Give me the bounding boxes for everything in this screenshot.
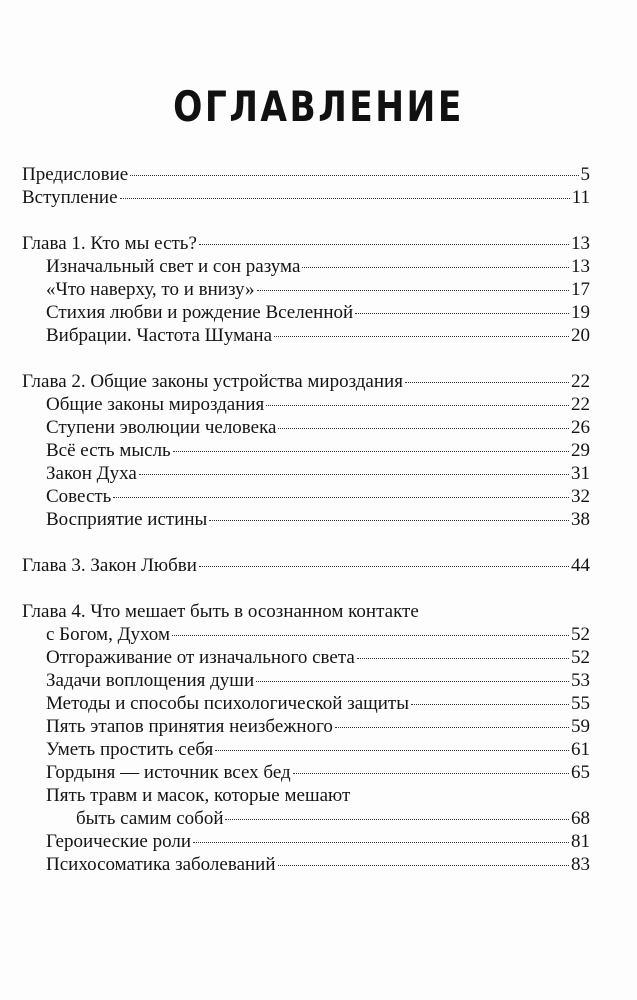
dot-leader	[278, 428, 569, 429]
dot-leader	[257, 290, 569, 291]
toc-entry-page-number: 20	[571, 325, 590, 346]
toc-entry-title: Героические роли	[46, 831, 192, 852]
dot-leader	[199, 566, 569, 567]
toc-entry-title: Изначальный свет и сон разума	[46, 256, 301, 277]
toc-entry-page-number: 19	[571, 302, 590, 323]
dot-leader	[355, 313, 569, 314]
toc-entry-title: Глава 1. Кто мы есть?	[22, 233, 197, 254]
toc-entry-title: Гордыня — источник всех бед	[46, 762, 291, 783]
toc-entry-page-number: 52	[571, 624, 590, 645]
dot-leader	[293, 773, 569, 774]
toc-entry[interactable]	[22, 462, 590, 485]
toc-entry-title: Вибрации. Частота Шумана	[46, 325, 273, 346]
toc-entry[interactable]	[22, 439, 590, 462]
toc-entry[interactable]	[22, 485, 590, 508]
toc-entry[interactable]	[22, 232, 590, 255]
section-gap	[22, 577, 590, 600]
dot-leader	[274, 336, 569, 337]
dot-leader	[120, 198, 570, 199]
toc-entry[interactable]	[22, 255, 590, 278]
toc-entry[interactable]	[22, 416, 590, 439]
page-title: ОГЛАВЛЕНИЕ	[173, 82, 464, 131]
section-gap	[22, 209, 590, 232]
dot-leader	[266, 405, 569, 406]
toc-entry[interactable]	[22, 623, 590, 646]
toc-entry-title: Стихия любви и рождение Вселенной	[46, 302, 354, 323]
toc-entry-title: Уметь простить себя	[46, 739, 214, 760]
toc-entry-page-number: 68	[571, 808, 590, 829]
toc-entry[interactable]	[22, 600, 590, 623]
toc-entry-page-number: 26	[571, 417, 590, 438]
dot-leader	[335, 727, 569, 728]
toc-entry-title: быть самим собой	[76, 808, 224, 829]
toc-entry-page-number: 55	[571, 693, 590, 714]
toc-entry[interactable]	[22, 301, 590, 324]
dot-leader	[113, 497, 569, 498]
toc-entry-title: Пять травм и масок, которые мешают	[46, 785, 351, 806]
toc-entry-page-number: 11	[571, 187, 590, 208]
toc-entry-title: Совесть	[46, 486, 112, 507]
toc-entry-title: Методы и способы психологической защиты	[46, 693, 409, 714]
toc-entry-title: Всё есть мысль	[46, 440, 171, 461]
section-gap	[22, 531, 590, 554]
toc-entry-title: Закон Духа	[46, 463, 137, 484]
toc-entry-title: Ступени эволюции человека	[46, 417, 277, 438]
dot-leader	[139, 474, 569, 475]
toc-entry-page-number: 81	[571, 831, 590, 852]
toc-entry[interactable]	[22, 784, 590, 807]
toc-entry[interactable]	[22, 508, 590, 531]
dot-leader	[130, 175, 578, 176]
toc-entry-page-number: 32	[571, 486, 590, 507]
dot-leader	[173, 451, 569, 452]
dot-leader	[172, 635, 569, 636]
toc-entry-title: Отгораживание от изначального света	[46, 647, 355, 668]
dot-leader	[209, 520, 569, 521]
toc-entry-page-number: 22	[571, 371, 590, 392]
toc-entry-page-number: 13	[571, 256, 590, 277]
toc-entry-page-number: 44	[571, 555, 590, 576]
toc-entry-page-number: 17	[571, 279, 590, 300]
dot-leader	[357, 658, 569, 659]
toc-entry-title: Глава 2. Общие законы устройства мироздания	[22, 371, 403, 392]
toc-entry[interactable]	[22, 669, 590, 692]
toc-entry-page-number: 5	[580, 164, 590, 185]
toc-entry-page-number: 53	[571, 670, 590, 691]
toc-entry[interactable]	[22, 186, 590, 209]
toc-entry[interactable]	[22, 738, 590, 761]
toc-entry-page-number: 65	[571, 762, 590, 783]
toc-entry[interactable]	[22, 163, 590, 186]
dot-leader	[225, 819, 569, 820]
dot-leader	[278, 865, 569, 866]
toc-entry-page-number: 13	[571, 233, 590, 254]
dot-leader	[199, 244, 569, 245]
toc-entry[interactable]	[22, 761, 590, 784]
toc-entry[interactable]	[22, 807, 590, 830]
toc-entry-title: Предисловие	[22, 164, 129, 185]
dot-leader	[256, 681, 569, 682]
toc-entry[interactable]	[22, 554, 590, 577]
toc-entry-title: Задачи воплощения души	[46, 670, 255, 691]
toc-entry-page-number: 52	[571, 647, 590, 668]
toc-entry-title: «Что наверху, то и внизу»	[46, 279, 255, 300]
toc-entry[interactable]	[22, 278, 590, 301]
dot-leader	[411, 704, 569, 705]
toc-entry[interactable]	[22, 715, 590, 738]
toc-entry-page-number: 38	[571, 509, 590, 530]
toc-entry-title: с Богом, Духом	[46, 624, 170, 645]
section-gap	[22, 347, 590, 370]
toc-entry-page-number: 83	[571, 854, 590, 875]
toc-entry-title: Глава 3. Закон Любви	[22, 555, 197, 576]
dot-leader	[302, 267, 569, 268]
toc-entry-title: Вступление	[22, 187, 118, 208]
toc-entry-page-number: 59	[571, 716, 590, 737]
toc-entry-title: Пять этапов принятия неизбежного	[46, 716, 333, 737]
toc-entry[interactable]	[22, 646, 590, 669]
toc-entry[interactable]	[22, 830, 590, 853]
toc-entry[interactable]	[22, 853, 590, 876]
toc-entry[interactable]	[22, 370, 590, 393]
toc-entry[interactable]	[22, 692, 590, 715]
toc-entry-page-number: 29	[571, 440, 590, 461]
toc-entry-page-number: 22	[571, 394, 590, 415]
toc-entry-title: Восприятие истины	[46, 509, 208, 530]
dot-leader	[405, 382, 569, 383]
toc-entry-page-number: 31	[571, 463, 590, 484]
dot-leader	[193, 842, 569, 843]
toc-entry-page-number: 61	[571, 739, 590, 760]
dot-leader	[215, 750, 569, 751]
toc-entry-title: Общие законы мироздания	[46, 394, 265, 415]
table-of-contents	[22, 163, 590, 876]
toc-entry-title: Психосоматика заболеваний	[46, 854, 276, 875]
toc-entry[interactable]	[22, 324, 590, 347]
toc-entry-title: Глава 4. Что мешает быть в осознанном контакте	[22, 601, 419, 622]
toc-entry[interactable]	[22, 393, 590, 416]
